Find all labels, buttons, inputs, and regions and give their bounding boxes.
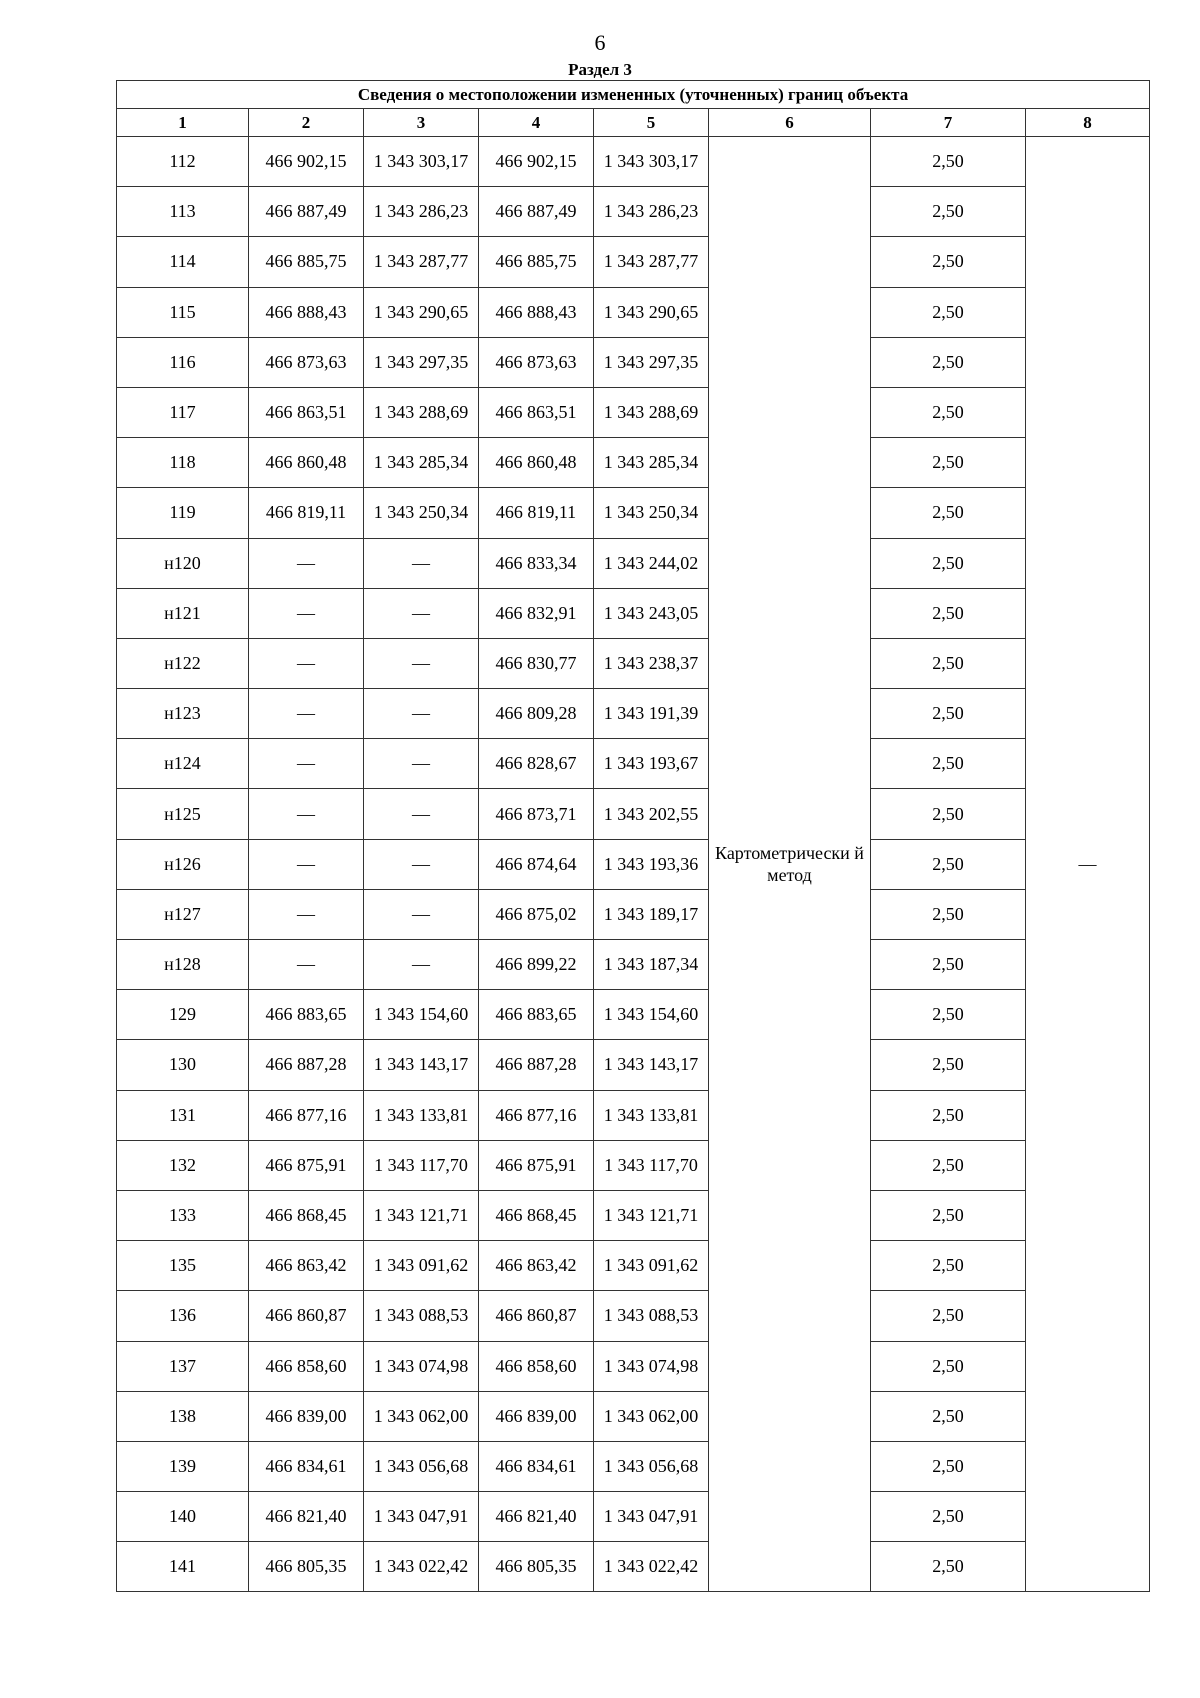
page-number: 6 xyxy=(594,30,606,55)
new-y-cell: 1 343 143,17 xyxy=(594,1040,709,1090)
new-x-cell: 466 828,67 xyxy=(479,739,594,789)
old-y-cell: — xyxy=(364,689,479,739)
accuracy-cell: 2,50 xyxy=(871,1492,1026,1542)
new-y-cell: 1 343 133,81 xyxy=(594,1090,709,1140)
accuracy-cell: 2,50 xyxy=(871,739,1026,789)
new-y-cell: 1 343 074,98 xyxy=(594,1341,709,1391)
point-number-cell: н124 xyxy=(117,739,249,789)
table-row xyxy=(117,1190,1150,1240)
new-y-cell: 1 343 297,35 xyxy=(594,337,709,387)
old-y-cell: 1 343 047,91 xyxy=(364,1492,479,1542)
table-row xyxy=(117,287,1150,337)
old-y-cell: — xyxy=(364,538,479,588)
new-x-cell: 466 885,75 xyxy=(479,237,594,287)
accuracy-cell: 2,50 xyxy=(871,438,1026,488)
old-y-cell: 1 343 088,53 xyxy=(364,1291,479,1341)
new-x-cell: 466 833,34 xyxy=(479,538,594,588)
table-row xyxy=(117,638,1150,688)
section-title: Раздел 3 xyxy=(568,60,632,79)
table-row xyxy=(117,588,1150,638)
table-row xyxy=(117,387,1150,437)
new-y-cell: 1 343 243,05 xyxy=(594,588,709,638)
old-y-cell: 1 343 297,35 xyxy=(364,337,479,387)
new-y-cell: 1 343 244,02 xyxy=(594,538,709,588)
old-x-cell: 466 860,48 xyxy=(249,438,364,488)
old-x-cell: — xyxy=(249,739,364,789)
point-number-cell: 141 xyxy=(117,1542,249,1592)
old-y-cell: — xyxy=(364,839,479,889)
new-y-cell: 1 343 290,65 xyxy=(594,287,709,337)
old-x-cell: — xyxy=(249,889,364,939)
old-x-cell: 466 887,49 xyxy=(249,187,364,237)
old-y-cell: 1 343 133,81 xyxy=(364,1090,479,1140)
description-cell: — xyxy=(1026,137,1150,1592)
table-row xyxy=(117,1140,1150,1190)
new-y-cell: 1 343 091,62 xyxy=(594,1241,709,1291)
column-header: 6 xyxy=(709,109,871,137)
old-y-cell: — xyxy=(364,889,479,939)
accuracy-cell: 2,50 xyxy=(871,237,1026,287)
new-x-cell: 466 899,22 xyxy=(479,940,594,990)
point-number-cell: 129 xyxy=(117,990,249,1040)
old-y-cell: 1 343 056,68 xyxy=(364,1441,479,1491)
old-y-cell: 1 343 287,77 xyxy=(364,237,479,287)
new-y-cell: 1 343 202,55 xyxy=(594,789,709,839)
new-y-cell: 1 343 187,34 xyxy=(594,940,709,990)
new-x-cell: 466 860,87 xyxy=(479,1291,594,1341)
point-number-cell: 131 xyxy=(117,1090,249,1140)
table-row xyxy=(117,1291,1150,1341)
new-x-cell: 466 877,16 xyxy=(479,1090,594,1140)
point-number-cell: 133 xyxy=(117,1190,249,1240)
new-y-cell: 1 343 189,17 xyxy=(594,889,709,939)
table-row xyxy=(117,538,1150,588)
old-y-cell: — xyxy=(364,739,479,789)
point-number-cell: н122 xyxy=(117,638,249,688)
new-x-cell: 466 875,91 xyxy=(479,1140,594,1190)
new-x-cell: 466 834,61 xyxy=(479,1441,594,1491)
old-x-cell: 466 863,51 xyxy=(249,387,364,437)
point-number-cell: 114 xyxy=(117,237,249,287)
point-number-cell: н120 xyxy=(117,538,249,588)
old-x-cell: 466 860,87 xyxy=(249,1291,364,1341)
table-row xyxy=(117,689,1150,739)
old-x-cell: 466 873,63 xyxy=(249,337,364,387)
old-x-cell: 466 834,61 xyxy=(249,1441,364,1491)
table-row xyxy=(117,337,1150,387)
old-x-cell: — xyxy=(249,789,364,839)
accuracy-cell: 2,50 xyxy=(871,1542,1026,1592)
table-row xyxy=(117,839,1150,889)
point-number-cell: 130 xyxy=(117,1040,249,1090)
point-number-cell: 113 xyxy=(117,187,249,237)
new-x-cell: 466 809,28 xyxy=(479,689,594,739)
new-y-cell: 1 343 056,68 xyxy=(594,1441,709,1491)
column-header: 2 xyxy=(249,109,364,137)
column-header: 8 xyxy=(1026,109,1150,137)
new-y-cell: 1 343 154,60 xyxy=(594,990,709,1040)
new-x-cell: 466 873,63 xyxy=(479,337,594,387)
accuracy-cell: 2,50 xyxy=(871,488,1026,538)
column-header: 5 xyxy=(594,109,709,137)
point-number-cell: 136 xyxy=(117,1291,249,1341)
old-y-cell: 1 343 074,98 xyxy=(364,1341,479,1391)
old-x-cell: — xyxy=(249,538,364,588)
new-x-cell: 466 875,02 xyxy=(479,889,594,939)
old-y-cell: 1 343 286,23 xyxy=(364,187,479,237)
table-row xyxy=(117,1391,1150,1441)
point-number-cell: 138 xyxy=(117,1391,249,1441)
accuracy-cell: 2,50 xyxy=(871,940,1026,990)
accuracy-cell: 2,50 xyxy=(871,1190,1026,1240)
new-x-cell: 466 887,49 xyxy=(479,187,594,237)
old-x-cell: 466 839,00 xyxy=(249,1391,364,1441)
boundary-coordinates-table xyxy=(116,80,1150,1592)
point-number-cell: н121 xyxy=(117,588,249,638)
old-y-cell: 1 343 290,65 xyxy=(364,287,479,337)
table-row xyxy=(117,237,1150,287)
accuracy-cell: 2,50 xyxy=(871,137,1026,187)
new-x-cell: 466 858,60 xyxy=(479,1341,594,1391)
accuracy-cell: 2,50 xyxy=(871,337,1026,387)
accuracy-cell: 2,50 xyxy=(871,990,1026,1040)
point-number-cell: н128 xyxy=(117,940,249,990)
accuracy-cell: 2,50 xyxy=(871,538,1026,588)
old-x-cell: 466 883,65 xyxy=(249,990,364,1040)
old-x-cell: — xyxy=(249,940,364,990)
new-x-cell: 466 863,42 xyxy=(479,1241,594,1291)
table-row xyxy=(117,889,1150,939)
old-x-cell: 466 887,28 xyxy=(249,1040,364,1090)
point-number-cell: 115 xyxy=(117,287,249,337)
old-x-cell: 466 868,45 xyxy=(249,1190,364,1240)
old-x-cell: — xyxy=(249,689,364,739)
table-row xyxy=(117,187,1150,237)
new-y-cell: 1 343 287,77 xyxy=(594,237,709,287)
new-x-cell: 466 888,43 xyxy=(479,287,594,337)
old-y-cell: — xyxy=(364,588,479,638)
accuracy-cell: 2,50 xyxy=(871,1341,1026,1391)
old-x-cell: — xyxy=(249,839,364,889)
old-y-cell: 1 343 288,69 xyxy=(364,387,479,437)
old-x-cell: 466 819,11 xyxy=(249,488,364,538)
point-number-cell: н127 xyxy=(117,889,249,939)
table-row xyxy=(117,488,1150,538)
old-x-cell: 466 877,16 xyxy=(249,1090,364,1140)
old-y-cell: 1 343 285,34 xyxy=(364,438,479,488)
new-x-cell: 466 883,65 xyxy=(479,990,594,1040)
table-row xyxy=(117,438,1150,488)
point-number-cell: н123 xyxy=(117,689,249,739)
old-x-cell: 466 805,35 xyxy=(249,1542,364,1592)
new-y-cell: 1 343 193,36 xyxy=(594,839,709,889)
old-y-cell: 1 343 091,62 xyxy=(364,1241,479,1291)
old-x-cell: 466 885,75 xyxy=(249,237,364,287)
point-number-cell: 117 xyxy=(117,387,249,437)
table-body xyxy=(117,137,1150,1592)
point-number-cell: н125 xyxy=(117,789,249,839)
old-y-cell: 1 343 154,60 xyxy=(364,990,479,1040)
point-number-cell: 118 xyxy=(117,438,249,488)
new-x-cell: 466 821,40 xyxy=(479,1492,594,1542)
new-y-cell: 1 343 047,91 xyxy=(594,1492,709,1542)
old-x-cell: 466 902,15 xyxy=(249,137,364,187)
old-y-cell: — xyxy=(364,940,479,990)
new-y-cell: 1 343 193,67 xyxy=(594,739,709,789)
new-y-cell: 1 343 088,53 xyxy=(594,1291,709,1341)
new-y-cell: 1 343 117,70 xyxy=(594,1140,709,1190)
accuracy-cell: 2,50 xyxy=(871,287,1026,337)
new-y-cell: 1 343 288,69 xyxy=(594,387,709,437)
old-y-cell: 1 343 250,34 xyxy=(364,488,479,538)
old-y-cell: 1 343 303,17 xyxy=(364,137,479,187)
accuracy-cell: 2,50 xyxy=(871,1040,1026,1090)
accuracy-cell: 2,50 xyxy=(871,1391,1026,1441)
point-number-cell: 116 xyxy=(117,337,249,387)
accuracy-cell: 2,50 xyxy=(871,1140,1026,1190)
old-y-cell: 1 343 062,00 xyxy=(364,1391,479,1441)
old-x-cell: — xyxy=(249,588,364,638)
old-y-cell: — xyxy=(364,789,479,839)
point-number-cell: 139 xyxy=(117,1441,249,1491)
old-x-cell: 466 858,60 xyxy=(249,1341,364,1391)
point-number-cell: 140 xyxy=(117,1492,249,1542)
table-row xyxy=(117,1241,1150,1291)
new-x-cell: 466 868,45 xyxy=(479,1190,594,1240)
new-y-cell: 1 343 285,34 xyxy=(594,438,709,488)
point-number-cell: 137 xyxy=(117,1341,249,1391)
old-y-cell: 1 343 022,42 xyxy=(364,1542,479,1592)
table-row xyxy=(117,1492,1150,1542)
new-y-cell: 1 343 286,23 xyxy=(594,187,709,237)
new-x-cell: 466 902,15 xyxy=(479,137,594,187)
point-number-cell: 132 xyxy=(117,1140,249,1190)
column-header: 3 xyxy=(364,109,479,137)
accuracy-cell: 2,50 xyxy=(871,839,1026,889)
accuracy-cell: 2,50 xyxy=(871,1090,1026,1140)
old-x-cell: 466 863,42 xyxy=(249,1241,364,1291)
old-x-cell: 466 875,91 xyxy=(249,1140,364,1190)
accuracy-cell: 2,50 xyxy=(871,588,1026,638)
accuracy-cell: 2,50 xyxy=(871,1291,1026,1341)
column-header: 4 xyxy=(479,109,594,137)
point-number-cell: н126 xyxy=(117,839,249,889)
old-x-cell: 466 821,40 xyxy=(249,1492,364,1542)
old-x-cell: 466 888,43 xyxy=(249,287,364,337)
table-row xyxy=(117,940,1150,990)
new-x-cell: 466 832,91 xyxy=(479,588,594,638)
accuracy-cell: 2,50 xyxy=(871,789,1026,839)
table-row xyxy=(117,1040,1150,1090)
old-y-cell: 1 343 117,70 xyxy=(364,1140,479,1190)
column-header: 7 xyxy=(871,109,1026,137)
method-cell: Картометрически й метод xyxy=(709,137,871,1592)
accuracy-cell: 2,50 xyxy=(871,638,1026,688)
table-row xyxy=(117,1542,1150,1592)
new-x-cell: 466 839,00 xyxy=(479,1391,594,1441)
old-y-cell: 1 343 121,71 xyxy=(364,1190,479,1240)
new-x-cell: 466 805,35 xyxy=(479,1542,594,1592)
new-x-cell: 466 819,11 xyxy=(479,488,594,538)
column-header: 1 xyxy=(117,109,249,137)
accuracy-cell: 2,50 xyxy=(871,889,1026,939)
new-x-cell: 466 887,28 xyxy=(479,1040,594,1090)
table-row xyxy=(117,137,1150,187)
new-y-cell: 1 343 238,37 xyxy=(594,638,709,688)
old-x-cell: — xyxy=(249,638,364,688)
table-row xyxy=(117,739,1150,789)
accuracy-cell: 2,50 xyxy=(871,187,1026,237)
point-number-cell: 112 xyxy=(117,137,249,187)
new-y-cell: 1 343 022,42 xyxy=(594,1542,709,1592)
table-row xyxy=(117,1441,1150,1491)
accuracy-cell: 2,50 xyxy=(871,387,1026,437)
accuracy-cell: 2,50 xyxy=(871,1241,1026,1291)
new-y-cell: 1 343 191,39 xyxy=(594,689,709,739)
new-x-cell: 466 830,77 xyxy=(479,638,594,688)
new-y-cell: 1 343 121,71 xyxy=(594,1190,709,1240)
old-y-cell: 1 343 143,17 xyxy=(364,1040,479,1090)
table-row xyxy=(117,789,1150,839)
accuracy-cell: 2,50 xyxy=(871,1441,1026,1491)
table-row xyxy=(117,1090,1150,1140)
new-y-cell: 1 343 250,34 xyxy=(594,488,709,538)
table-row xyxy=(117,1341,1150,1391)
accuracy-cell: 2,50 xyxy=(871,689,1026,739)
new-x-cell: 466 860,48 xyxy=(479,438,594,488)
point-number-cell: 135 xyxy=(117,1241,249,1291)
point-number-cell: 119 xyxy=(117,488,249,538)
old-y-cell: — xyxy=(364,638,479,688)
new-x-cell: 466 873,71 xyxy=(479,789,594,839)
new-y-cell: 1 343 303,17 xyxy=(594,137,709,187)
table-row xyxy=(117,990,1150,1040)
new-y-cell: 1 343 062,00 xyxy=(594,1391,709,1441)
new-x-cell: 466 863,51 xyxy=(479,387,594,437)
new-x-cell: 466 874,64 xyxy=(479,839,594,889)
table-caption: Сведения о местоположении измененных (уточненных) границ объекта xyxy=(117,81,1150,109)
